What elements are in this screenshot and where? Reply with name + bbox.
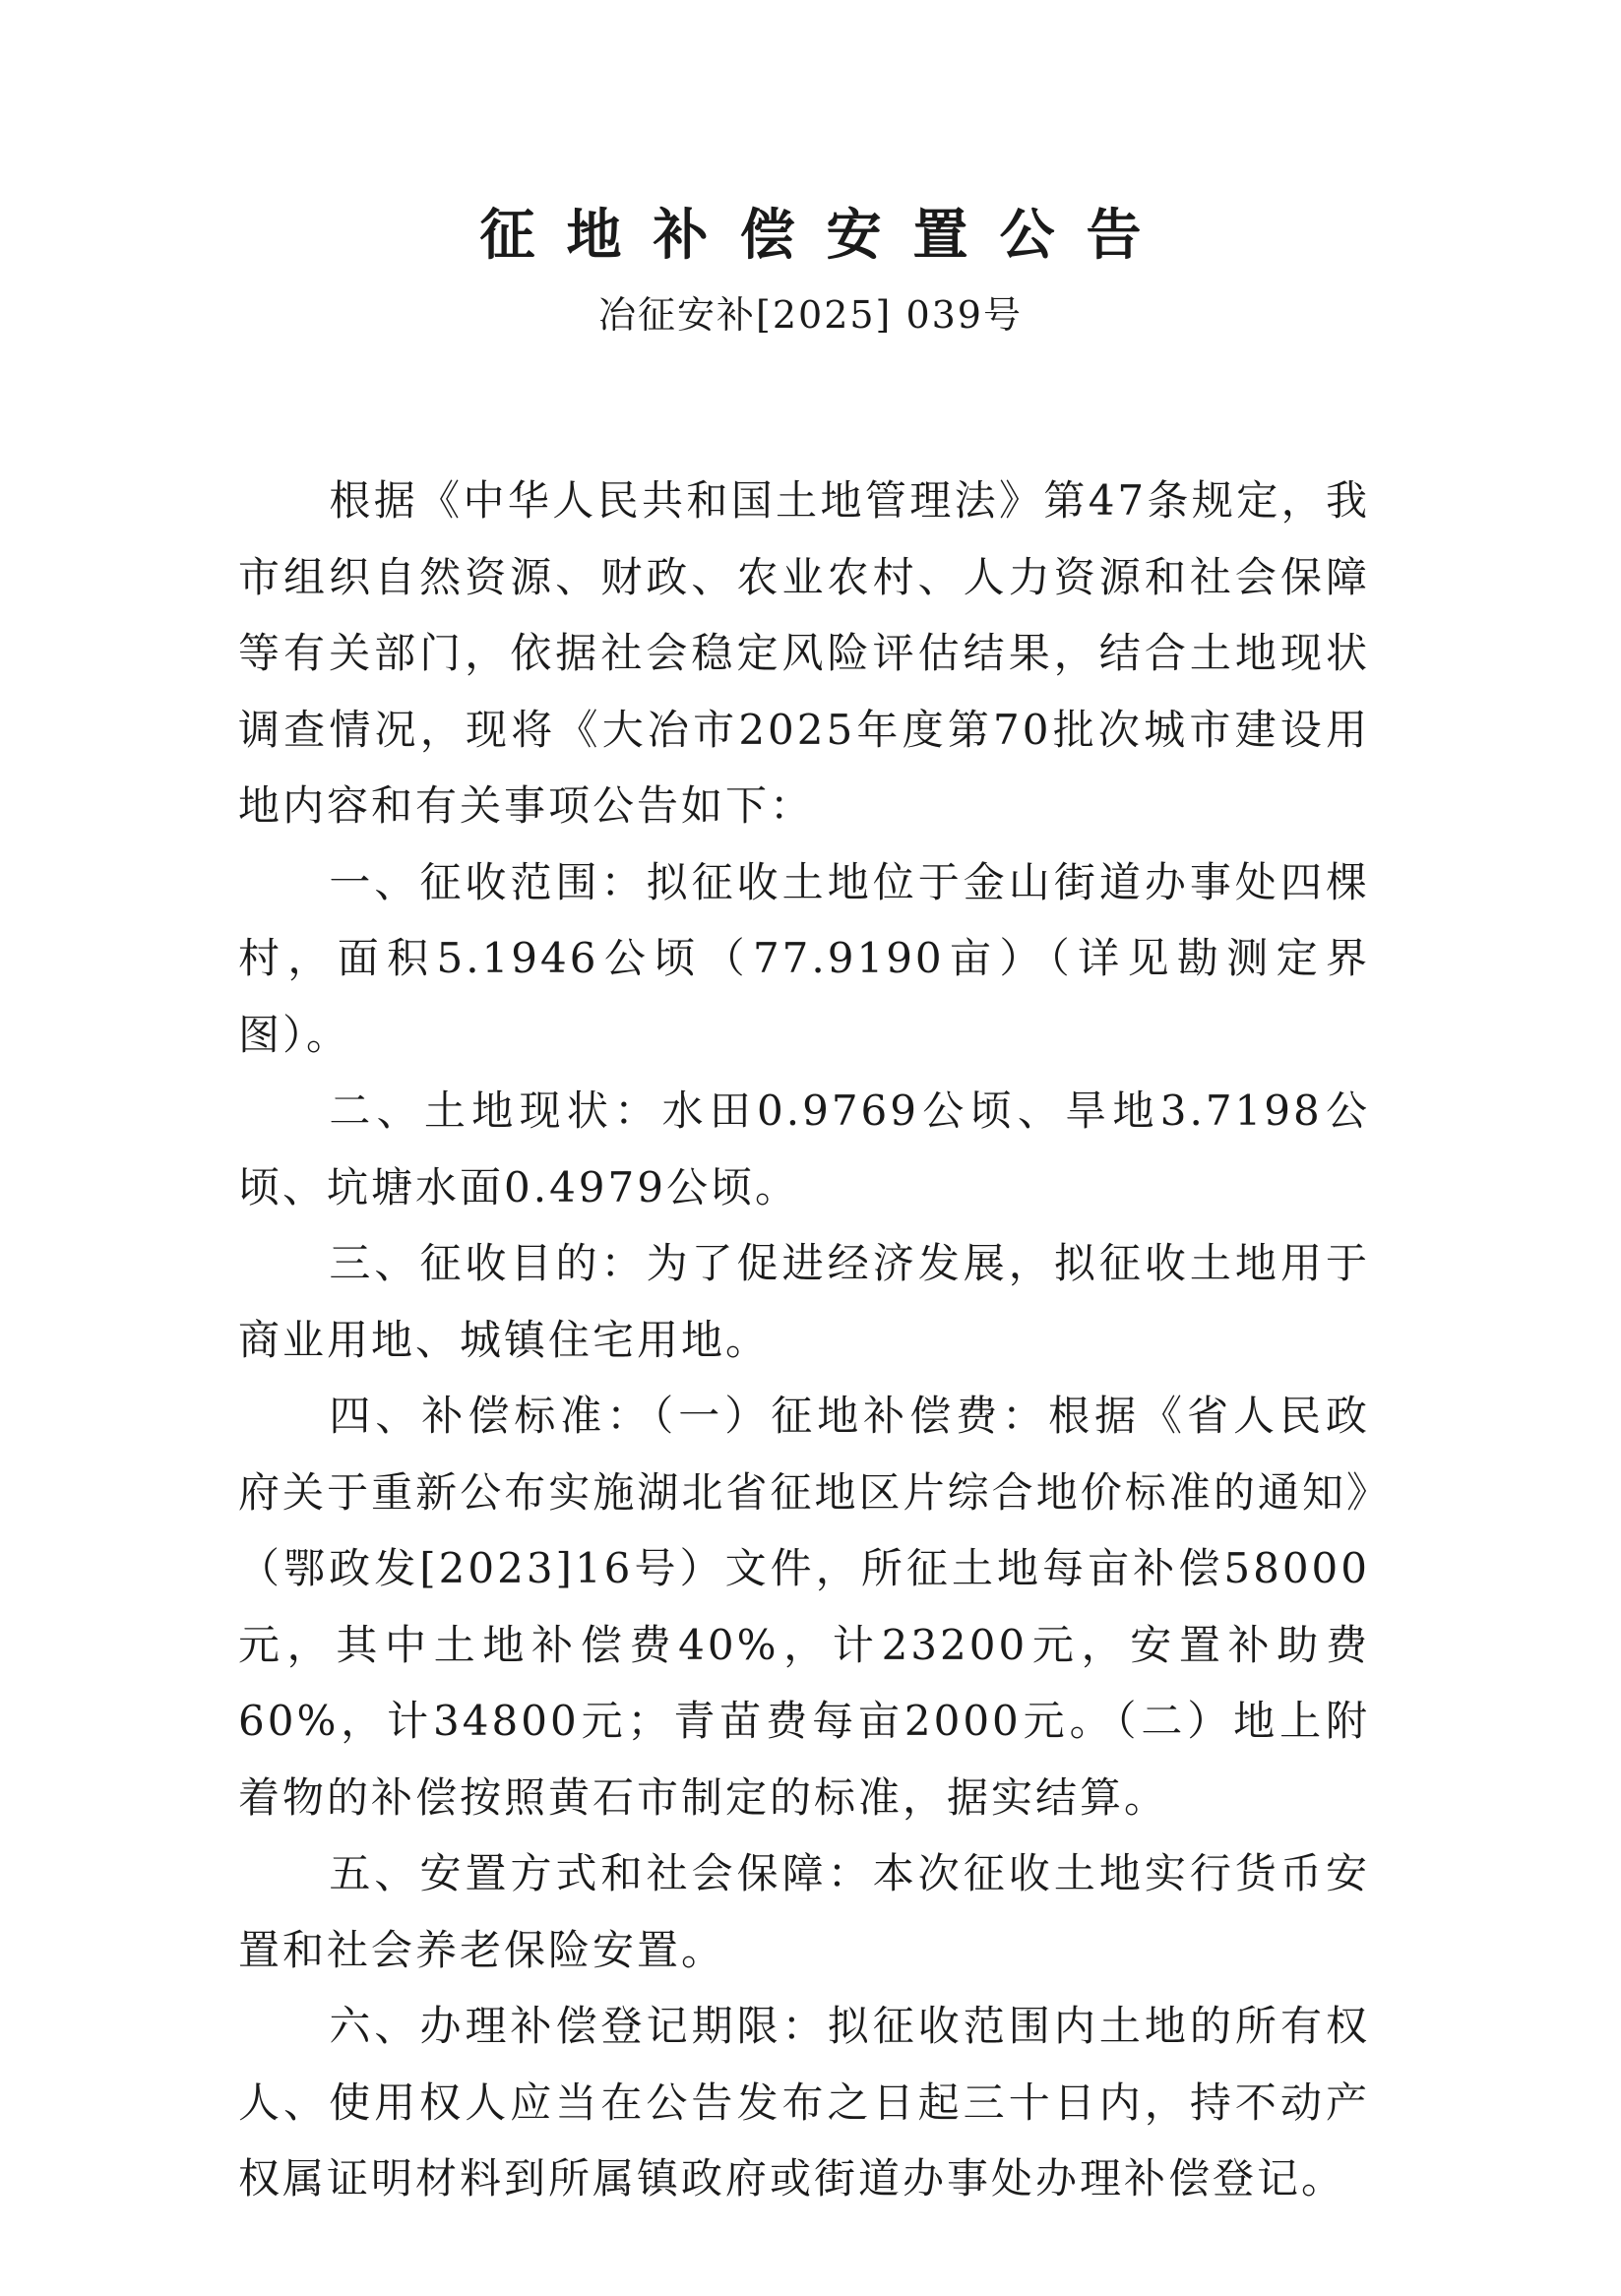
- document-title: 征地补偿安置公告: [479, 204, 1173, 268]
- paragraph-land-status: 二、土地现状：水田0.9769公顷、旱地3.7198公顷、坑塘水面0.4979公顷。: [238, 1086, 1370, 1211]
- document-body: [238, 463, 1370, 2217]
- paragraph-intro: 根据《中华人民共和国土地管理法》第47条规定，我市组织自然资源、财政、农业农村、人力资源和社会保障等有关部门，依据社会稳定风险评估结果，结合土地现状调查情况，现将《大冶市2025年度第70批次城市建设用地内容和有关事项公告如下：: [238, 476, 1370, 830]
- paragraph-scope: 一、征收范围：拟征收土地位于金山街道办事处四棵村，面积5.1946公顷（77.9190亩）（详见勘测定界图）。: [238, 857, 1370, 1059]
- paragraph-registration-deadline: 六、办理补偿登记期限：拟征收范围内土地的所有权人、使用权人应当在公告发布之日起三十日内，持不动产权属证明材料到所属镇政府或街道办事处办理补偿登记。: [238, 2002, 1370, 2203]
- paragraph-purpose: 三、征收目的：为了促进经济发展，拟征收土地用于商业用地、城镇住宅用地。: [238, 1239, 1370, 1364]
- paragraph-resettlement: 五、安置方式和社会保障：本次征收土地实行货币安置和社会养老保险安置。: [238, 1849, 1370, 1974]
- document-number: 冶征安补[2025] 039号: [598, 293, 1023, 337]
- paragraph-compensation-standard: 四、补偿标准：（一）征地补偿费：根据《省人民政府关于重新公布实施湖北省征地区片综合地价标准的通知》（鄂政发[2023]16号）文件，所征土地每亩补偿58000元，其中土地补偿费40%，计23200元，安置补助费60%，计34800元；青苗费每亩2000元。（二）地上附着物的补偿按照黄石市制定的标准，据实结算。: [238, 1392, 1370, 1822]
